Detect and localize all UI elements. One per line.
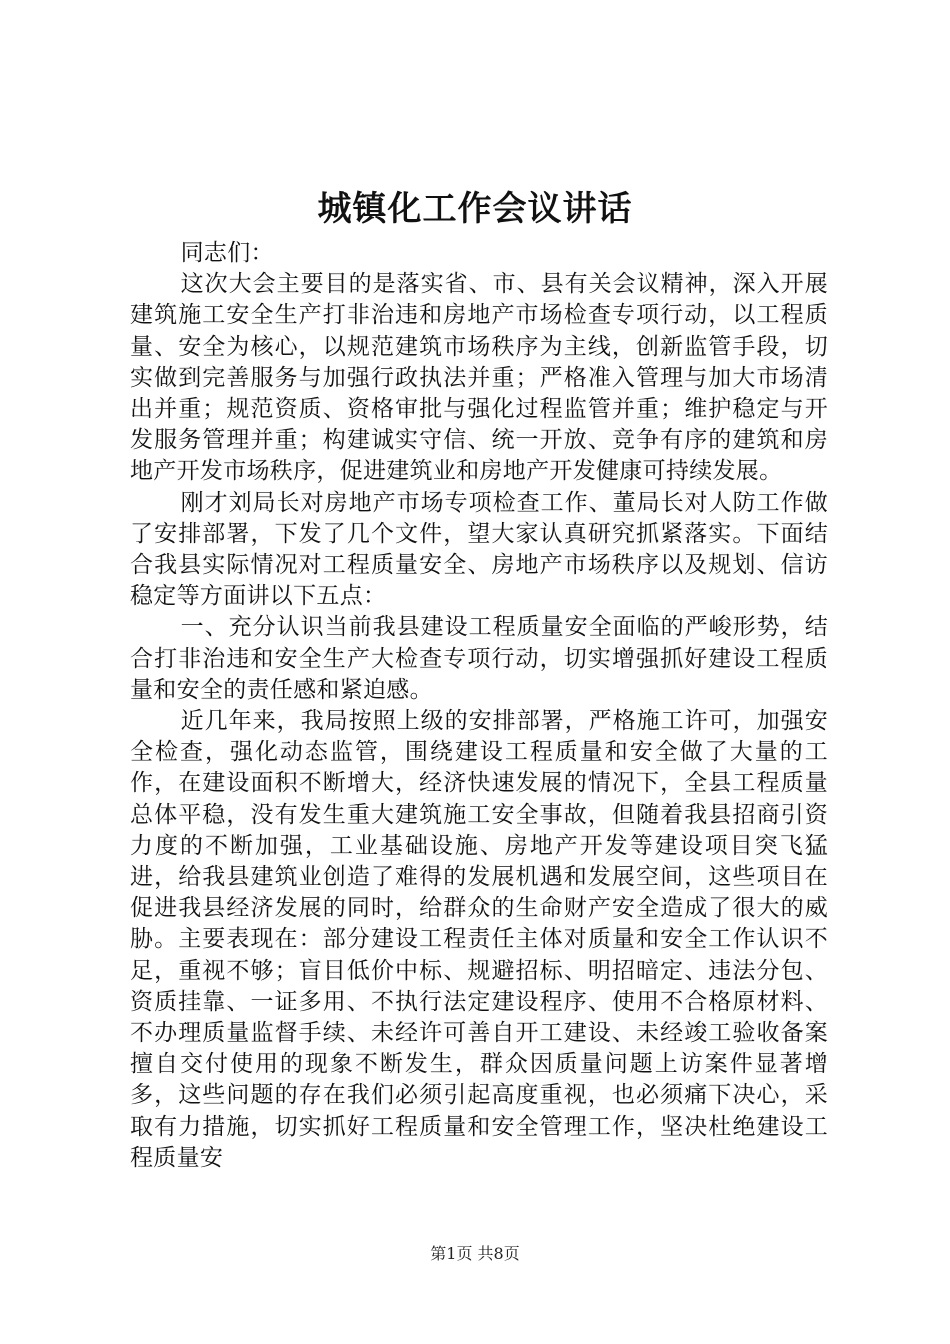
document-body <box>130 238 828 1174</box>
paragraph-recent-situation: 近几年来，我局按照上级的安排部署，严格施工许可，加强安全检查，强化动态监管，围绕建设工程质量和安全做了大量的工作，在建设面积不断增大，经济快速发展的情况下，全县工程质量总体平稳，没有发生重大建筑施工安全事故，但随着我县招商引资力度的不断加强，工业基础设施、房地产开发等建设项目突飞猛进，给我县建筑业创造了难得的发展机遇和发展空间，这些项目在促进我县经济发展的同时，给群众的生命财产安全造成了很大的威胁。主要表现在：部分建设工程责任主体对质量和安全工作认识不足，重视不够；盲目低价中标、规避招标、明招暗定、违法分包、资质挂靠、一证多用、不执行法定建设程序、使用不合格原材料、不办理质量监督手续、未经许可善自开工建设、未经竣工验收备案擅自交付使用的现象不断发生，群众因质量问题上访案件显著增多，这些问题的存在我们必须引起高度重视，也必须痛下决心，采取有力措施，切实抓好工程质量和安全管理工作，坚决杜绝建设工程质量安 <box>130 708 828 1171</box>
paragraph-section-one-heading: 一、充分认识当前我县建设工程质量安全面临的严峻形势，结合打非治违和安全生产大检查专项行动，切实增强抓好建设工程质量和安全的责任感和紧迫感。 <box>130 614 828 703</box>
paragraph-meeting-purpose: 这次大会主要目的是落实省、市、县有关会议精神，深入开展建筑施工安全生产打非治违和房地产市场检查专项行动，以工程质量、安全为核心，以规范建筑市场秩序为主线，创新监管手段，切实做到完善服务与加强行政执法并重；严格准入管理与加大市场清出并重；规范资质、资格审批与强化过程监管并重；维护稳定与开发服务管理并重；构建诚实守信、统一开放、竞争有序的建筑和房地产开发市场秩序，促进建筑业和房地产开发健康可持续发展。 <box>130 271 828 485</box>
document-title: 城镇化工作会议讲话 <box>317 189 633 229</box>
page-number-footer: 第1页 共8页 <box>430 1244 520 1263</box>
paragraph-salutation: 同志们： <box>180 240 274 266</box>
paragraph-work-arrangement: 刚才刘局长对房地产市场专项检查工作、董局长对人防工作做了安排部署，下发了几个文件，望大家认真研究抓紧落实。下面结合我县实际情况对工程质量安全、房地产市场秩序以及规划、信访稳定等方面讲以下五点： <box>130 489 828 610</box>
